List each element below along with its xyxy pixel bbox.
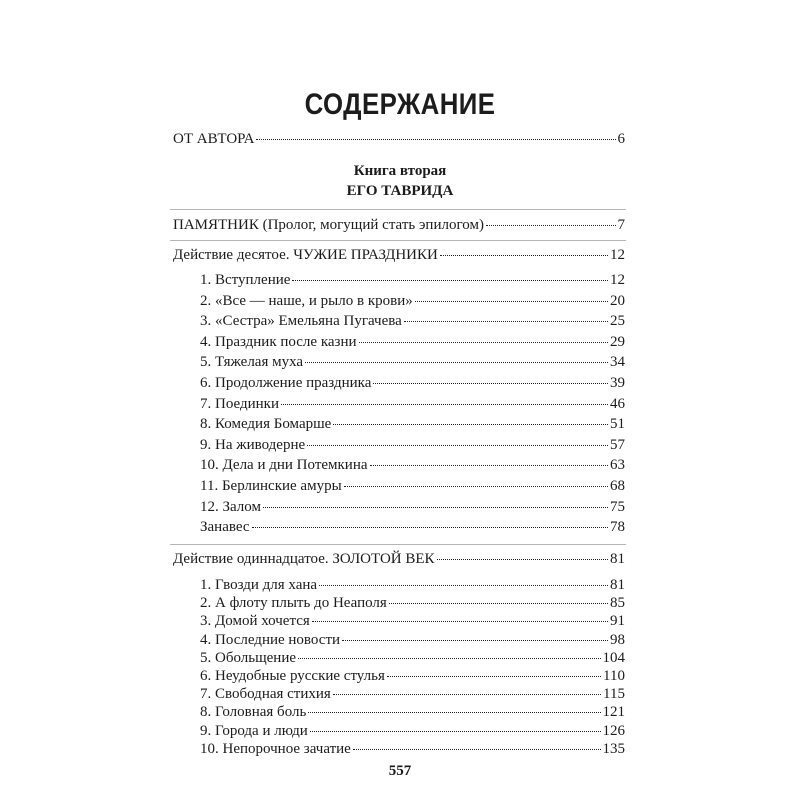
toc-chapter [200, 312, 625, 330]
toc-entry-page: 7 [617, 217, 625, 233]
dot-leader [486, 225, 616, 226]
toc-chapter [200, 292, 625, 310]
book-title: ЕГО ТАВРИДА [346, 183, 454, 199]
toc-chapter-label: 8. Комедия Бомарше [200, 416, 332, 433]
toc-entry-act11 [173, 550, 625, 568]
toc-entry-author [173, 130, 625, 148]
toc-chapter [200, 456, 625, 474]
toc-chapter-label: 3. Домой хочется [200, 613, 310, 630]
toc-chapter-label: 3. «Сестра» Емельяна Пугачева [200, 313, 402, 330]
dot-leader [387, 676, 601, 677]
dot-leader [437, 559, 608, 560]
toc-chapter [200, 612, 625, 630]
toc-chapter-page: 91 [610, 613, 625, 630]
toc-chapter [200, 667, 625, 685]
dot-leader [344, 486, 608, 487]
toc-chapter [200, 649, 625, 667]
dot-leader [333, 424, 608, 425]
toc-chapter-page: 121 [602, 704, 625, 721]
toc-chapter-page: 63 [610, 457, 625, 474]
toc-chapter-page: 104 [602, 649, 625, 666]
toc-chapter [200, 395, 625, 413]
toc-chapter-page: 85 [610, 595, 625, 612]
toc-chapter-label: 6. Продолжение праздника [200, 375, 372, 391]
toc-chapter-label: 12. Залом [200, 498, 261, 515]
dot-leader [319, 585, 608, 586]
toc-chapter [200, 594, 625, 612]
toc-chapter [200, 703, 625, 721]
toc-chapter-last [200, 740, 625, 758]
dot-leader [292, 280, 608, 281]
toc-chapter [200, 374, 625, 392]
toc-chapter [200, 436, 625, 454]
dot-leader [252, 527, 608, 528]
dot-leader [263, 507, 608, 508]
dot-leader [342, 640, 608, 641]
toc-chapter-page: 25 [610, 313, 625, 330]
dot-leader [415, 301, 608, 302]
toc-entry-page: 6 [617, 131, 625, 147]
toc-chapter [200, 685, 625, 703]
toc-chapter-label: 1. Вступление [200, 272, 291, 288]
section-divider [170, 544, 626, 545]
dot-leader [440, 255, 608, 256]
toc-chapter [200, 722, 625, 740]
toc-chapter-label: 7. Поединки [200, 395, 279, 412]
dot-leader [256, 139, 615, 140]
toc-chapter-label: 10. Непорочное зачатие [200, 740, 351, 757]
toc-entry-label: ОТ АВТОРА [173, 131, 255, 147]
toc-chapter-label: 4. Праздник после казни [200, 333, 357, 350]
toc-chapter [200, 576, 625, 594]
toc-chapter-page: 81 [610, 577, 625, 593]
toc-chapter [200, 333, 625, 351]
toc-chapter-label: Занавес [200, 519, 250, 536]
toc-chapter [200, 631, 625, 649]
toc-chapter [200, 415, 625, 433]
dot-leader [353, 749, 601, 750]
toc-chapter-label: 8. Головная боль [200, 704, 307, 721]
dot-leader [305, 362, 608, 363]
dot-leader [389, 603, 608, 604]
toc-chapter [200, 498, 625, 516]
toc-chapter-label: 1. Гвозди для хана [200, 577, 318, 593]
toc-chapter-page: 75 [610, 498, 625, 515]
toc-entry-prologue [173, 216, 625, 234]
toc-chapter-page: 135 [602, 740, 625, 757]
dot-leader [307, 445, 608, 446]
toc-chapter-label: 4. Последние новости [200, 631, 341, 648]
toc-chapter-label: 5. Тяжелая муха [200, 354, 304, 371]
dot-leader [298, 658, 600, 659]
toc-chapter-page: 57 [610, 436, 625, 453]
toc-chapter [200, 353, 625, 371]
dot-leader [404, 321, 608, 322]
toc-chapter-label: 11. Берлинские амуры [200, 478, 342, 494]
dot-leader [308, 712, 600, 713]
dot-leader [359, 342, 608, 343]
toc-entry-label: Действие десятое. ЧУЖИЕ ПРАЗДНИКИ [173, 247, 438, 263]
section-divider [170, 240, 626, 241]
toc-chapter-label: 10. Дела и дни Потемкина [200, 457, 368, 474]
toc-entry-page: 81 [610, 551, 625, 567]
toc-chapter [200, 271, 625, 289]
toc-chapter-page: 12 [610, 272, 625, 288]
toc-chapter-page: 98 [610, 631, 625, 648]
toc-chapter-page: 39 [610, 375, 625, 391]
toc-chapter-page: 115 [603, 686, 625, 703]
toc-chapter-label: 9. На живодерне [200, 436, 306, 453]
toc-chapter-label: 6. Неудобные русские стулья [200, 668, 385, 684]
toc-chapter-page: 78 [610, 519, 625, 536]
toc-chapter-page: 51 [610, 416, 625, 433]
toc-chapter [200, 477, 625, 495]
toc-chapter-label: 2. А флоту плыть до Неаполя [200, 595, 387, 612]
toc-chapter-page: 34 [610, 354, 625, 371]
toc-chapter-page: 110 [603, 668, 625, 684]
toc-chapter-label: 7. Свободная стихия [200, 686, 331, 703]
section-divider [170, 209, 626, 210]
toc-chapter-page: 68 [610, 478, 625, 494]
toc-entry-label: ПАМЯТНИК (Пролог, могущий стать эпилогом) [173, 217, 484, 233]
toc-chapter-page: 20 [610, 292, 625, 309]
dot-leader [370, 465, 608, 466]
book-subtitle: Книга вторая [353, 163, 447, 179]
dot-leader [373, 383, 608, 384]
toc-chapter-label: 9. Города и люди [200, 722, 308, 739]
toc-entry-act10 [173, 246, 625, 264]
dot-leader [312, 621, 608, 622]
toc-chapter-page: 29 [610, 333, 625, 350]
toc-chapter [200, 518, 625, 536]
toc-chapter-page: 126 [602, 722, 625, 739]
toc-chapter-label: 2. «Все — наше, и рыло в крови» [200, 292, 413, 309]
toc-chapter-page: 46 [610, 395, 625, 412]
page-number: 557 [388, 763, 412, 779]
toc-entry-label: Действие одиннадцатое. ЗОЛОТОЙ ВЕК [173, 551, 435, 567]
page-title: СОДЕРЖАНИЕ [304, 88, 496, 121]
toc-entry-page: 12 [610, 247, 625, 263]
dot-leader [333, 694, 601, 695]
toc-chapter-label: 5. Обольщение [200, 649, 297, 666]
dot-leader [281, 404, 608, 405]
dot-leader [310, 731, 601, 732]
